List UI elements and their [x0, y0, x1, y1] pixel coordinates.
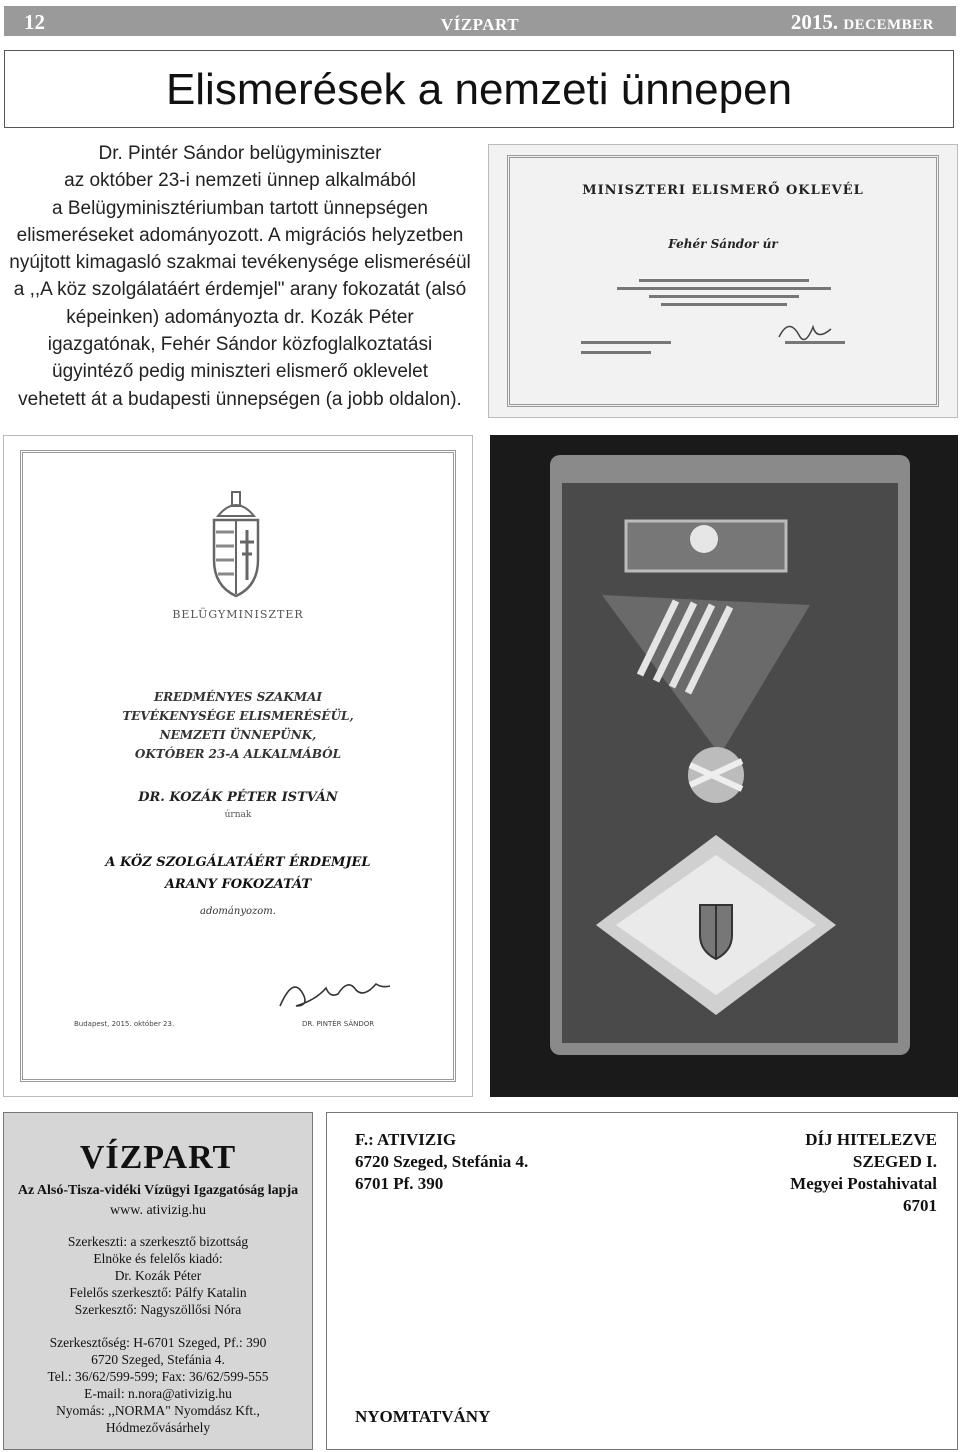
intro-line: igazgatónak, Fehér Sándor közfoglalkoztatási — [47, 334, 433, 356]
coat-of-arms-icon — [204, 490, 268, 600]
certificate-award-line: A KÖZ SZOLGÁLATÁÉRT ÉRDEMJEL — [105, 855, 371, 870]
editorial-line: Dr. Kozák Péter — [114, 1268, 202, 1283]
postage-line: DÍJ HITELEZVE — [805, 1130, 937, 1149]
sender-line: F.: ATIVIZIG — [355, 1130, 457, 1149]
printed-matter-label: NYOMTATVÁNY — [355, 1407, 491, 1426]
publication-name: VÍZPART — [440, 15, 520, 34]
certificate-award-line: ARANY FOKOZATÁT — [164, 877, 312, 892]
masthead-contact — [4, 1334, 312, 1436]
issue-date: 2015. DECEMBER — [790, 10, 934, 34]
contact-line[interactable]: E-mail: n.nora@ativizig.hu — [84, 1386, 232, 1401]
hungarian-shield-icon — [700, 905, 732, 959]
certificate-award — [4, 852, 472, 896]
sender-line: 6701 Pf. 390 — [355, 1174, 444, 1193]
intro-line: vehetett át a budapesti ünnepségen (a jobb oldalon). — [18, 388, 462, 410]
editorial-line: Elnöke és felelős kiadó: — [93, 1251, 223, 1266]
editorial-line: Szerkesztő: Nagyszöllősi Nóra — [74, 1302, 242, 1317]
certificate-photo-bottom — [3, 435, 473, 1097]
postage-line: SZEGED I. — [852, 1152, 937, 1171]
intro-line: Dr. Pintér Sándor belügyminiszter — [98, 143, 382, 164]
certificate-top-text-lines — [489, 145, 958, 418]
sender-line: 6720 Szeged, Stefánia 4. — [355, 1152, 529, 1171]
certificate-action: adományozom. — [200, 906, 276, 917]
certificate-issuer: BELÜGYMINISZTER — [172, 608, 304, 621]
masthead-website[interactable]: www. ativizig.hu — [110, 1203, 206, 1218]
certificate-signatory: DR. PINTÉR SÁNDOR — [302, 1020, 375, 1028]
certificate-recipient: DR. KOZÁK PÉTER ISTVÁN — [138, 790, 338, 805]
article-title: Elismerések a nemzeti ünnepen — [165, 65, 793, 114]
page-header — [4, 6, 956, 36]
certificate-top-title: MINISZTERI ELISMERŐ OKLEVÉL — [582, 183, 864, 198]
masthead-box — [3, 1112, 313, 1450]
postage-line: 6701 — [903, 1196, 937, 1215]
intro-line: a ,,A köz szolgálatáért érdemjel" arany fokozatát (alsó — [13, 279, 467, 301]
intro-line: a Belügyminisztériumban tartott ünnepségen — [51, 197, 428, 219]
intro-line: nyújtott kimagasló szakmai tevékenysége elismeréséül — [9, 252, 471, 274]
certificate-photo-top — [488, 144, 958, 418]
masthead-brand: VÍZPART — [79, 1139, 237, 1176]
contact-line: Tel.: 36/62/599-599; Fax: 36/62/599-555 — [47, 1369, 269, 1384]
certificate-line: OKTÓBER 23-A ALKALMÁBÓL — [134, 747, 342, 761]
postage-line: Megyei Postahivatal — [790, 1174, 937, 1193]
postage-info — [790, 1129, 937, 1217]
editorial-line: Felelős szerkesztő: Pálfy Katalin — [69, 1285, 247, 1300]
intro-line: az október 23-i nemzeti ünnep alkalmából — [64, 170, 416, 192]
intro-line: elismeréseket adományozott. A migrációs helyzetben — [16, 224, 464, 246]
sender-address — [355, 1129, 528, 1195]
editorial-line: Szerkeszti: a szerkesztő bizottság — [67, 1234, 249, 1249]
contact-line: Szerkesztőség: H-6701 Szeged, Pf.: 390 — [49, 1335, 267, 1350]
contact-line: 6720 Szeged, Stefánia 4. — [91, 1352, 225, 1367]
article-intro — [6, 140, 474, 413]
masthead-editorial — [4, 1233, 312, 1318]
certificate-line: EREDMÉNYES SZAKMAI — [154, 690, 322, 704]
contact-line: Nyomás: ,,NORMA" Nyomdász Kft., — [56, 1403, 260, 1418]
medal-case-image — [490, 435, 958, 1097]
certificate-place-date: Budapest, 2015. október 23. — [74, 1020, 175, 1028]
signature — [274, 976, 404, 1016]
certificate-line: NEMZETI ÜNNEPÜNK, — [159, 728, 317, 742]
certificate-line: TEVÉKENYSÉGE ELISMERÉSÉÜL, — [122, 709, 354, 723]
article-title-box — [4, 50, 954, 128]
contact-line: Hódmezővásárhely — [105, 1420, 211, 1435]
masthead-subtitle: Az Alsó-Tisza-vidéki Vízügyi Igazgatóság lapja — [17, 1183, 299, 1198]
certificate-top-recipient: Fehér Sándor úr — [668, 237, 778, 251]
page-number: 12 — [24, 10, 45, 34]
certificate-recipient-suffix: úrnak — [224, 810, 252, 820]
intro-line: ügyintéző pedig miniszteri elismerő oklevelet — [52, 361, 428, 383]
ribbon-bar-emblem-icon — [690, 525, 718, 553]
mailing-box — [326, 1112, 958, 1450]
medal-photo — [490, 435, 958, 1097]
intro-line: képeinken) adományozta dr. Kozák Péter — [66, 306, 414, 328]
certificate-reason — [4, 688, 472, 764]
